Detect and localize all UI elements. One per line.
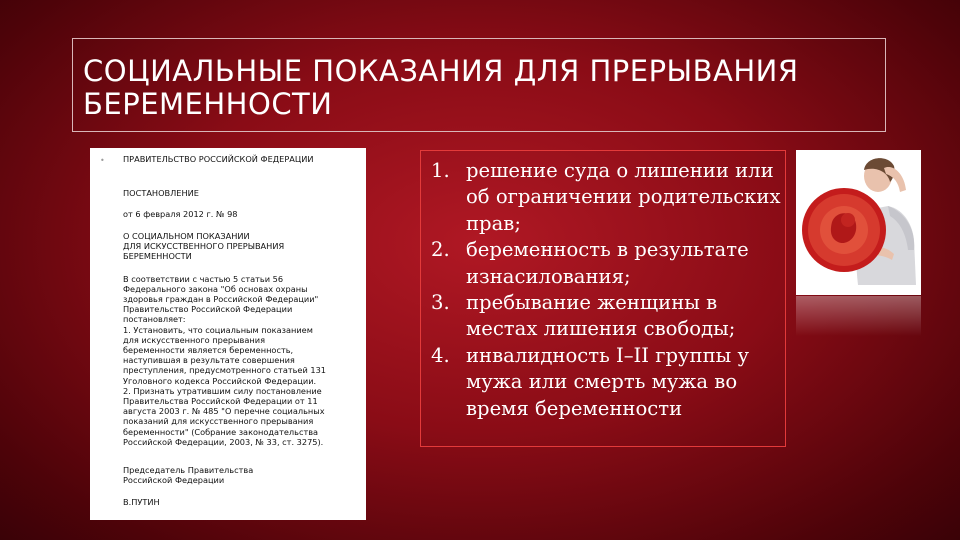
decree-date: от 6 февраля 2012 г. № 98 xyxy=(123,208,238,219)
decree-document xyxy=(90,148,366,520)
decree-body: В соответствии с частью 5 статьи 56 Федерального закона "Об основах охраны здоровья граждан в Российской Федерации" Правительство Российской Федерации постановляет: 1. Установить, что социальным показанием для искусственного прерывания беременности является беременность, наступившая в результате совершения преступления, предусмотренного статьей 131 Уголовного кодекса Российской Федерации. 2. Признать утратившим силу постановление Правительства Российской Федерации от 11 августа 2003 г. № 485 "О перечне социальных показаний для искусственного прерывания беременности" (Собрание законодательства Российской Федерации, 2003, № 33, ст. 3275). xyxy=(123,273,327,447)
signature-title: Председатель Правительства Российской Федерации xyxy=(123,465,254,486)
signature-name: В.ПУТИН xyxy=(123,497,160,508)
pregnant-woman-fetus-illustration xyxy=(796,150,921,295)
list-item xyxy=(431,158,785,237)
item-text: беременность в результате изнасилования; xyxy=(466,238,749,288)
decree-header xyxy=(123,178,356,219)
title-line-2: БЕРЕМЕННОСТИ xyxy=(83,87,333,121)
list-item xyxy=(431,343,785,422)
illustration-icon xyxy=(796,150,921,295)
item-number: 2. xyxy=(431,238,450,262)
title-line-1: СОЦИАЛЬНЫЕ ПОКАЗАНИЯ ДЛЯ ПРЕРЫВАНИЯ xyxy=(83,54,799,88)
item-number: 1. xyxy=(431,159,450,182)
list-item xyxy=(431,290,785,343)
title-frame xyxy=(72,38,886,132)
item-text: решение суда о лишении или об ограничении родительских прав; xyxy=(466,159,781,235)
item-number: 4. xyxy=(431,343,450,367)
slide-title xyxy=(83,55,799,121)
illustration-reflection xyxy=(796,296,921,336)
list-item xyxy=(431,237,785,290)
bullet: • xyxy=(100,156,105,165)
government-header: ПРАВИТЕЛЬСТВО РОССИЙСКОЙ ФЕДЕРАЦИИ xyxy=(123,154,314,164)
item-text: инвалидность I–II группы у мужа или смерть мужа во время беременности xyxy=(466,343,750,420)
item-number: 3. xyxy=(431,291,450,315)
decree-subject: О СОЦИАЛЬНОМ ПОКАЗАНИИ ДЛЯ ИСКУССТВЕННОГО ПРЕРЫВАНИЯ БЕРЕМЕННОСТИ xyxy=(123,231,285,262)
indications-list xyxy=(420,150,786,447)
decree-title: ПОСТАНОВЛЕНИЕ xyxy=(123,188,199,199)
item-text: пребывание женщины в местах лишения свободы; xyxy=(466,291,736,341)
